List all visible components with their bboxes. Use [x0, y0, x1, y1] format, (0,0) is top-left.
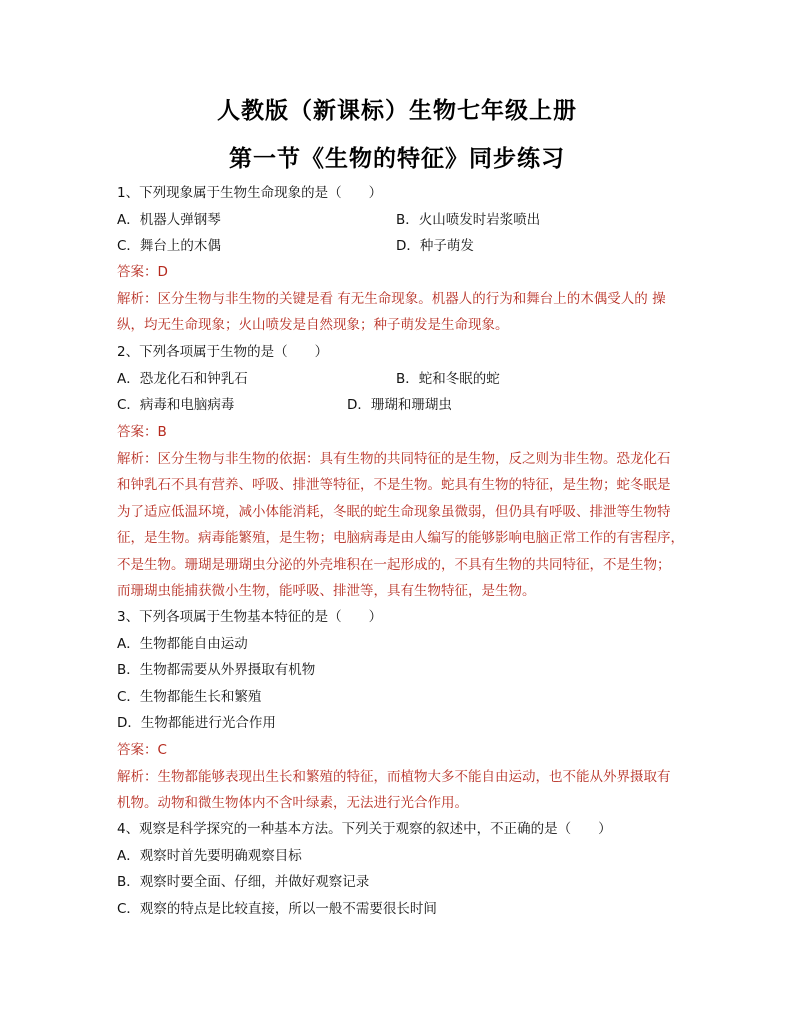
q1-analysis-line-1: 解析：区分生物与非生物的关键是看 有无生命现象。机器人的行为和舞台上的木偶受人的 操 [117, 291, 666, 307]
q1-option-d: D．种子萌发 [396, 238, 474, 254]
document-title: 人教版（新课标）生物七年级上册 [217, 97, 577, 124]
q1-options-row-1 [117, 211, 677, 229]
q2-analysis-line-6: 而珊瑚虫能捕获微小生物，能呼吸、排泄等，具有生物特征，是生物。 [117, 583, 536, 599]
q2-analysis-line-3: 为了适应低温环境，减小体能消耗，冬眠的蛇生命现象虽微弱，但仍具有呼吸、排泄等生物特 [117, 504, 671, 520]
q3-analysis-line-1: 解析：生物都能够表现出生长和繁殖的特征，而植物大多不能自由运动，也不能从外界摄取有 [117, 769, 671, 785]
q2-option-b: B．蛇和冬眠的蛇 [396, 371, 500, 387]
q1-option-b: B．火山喷发时岩浆喷出 [396, 212, 541, 228]
q3-option-d: D．生物都能进行光合作用 [117, 715, 276, 731]
q2-answer: 答案：B [117, 424, 167, 440]
q2-analysis-line-4: 征，是生物。病毒能繁殖，是生物；电脑病毒是由人编写的能够影响电脑正常工作的有害程序， [117, 530, 684, 546]
q3-stem: 3、下列各项属于生物基本特征的是（ ） [117, 609, 383, 625]
q2-option-a: A．恐龙化石和钟乳石 [117, 371, 248, 387]
q4-option-a: A．观察时首先要明确观察目标 [117, 848, 302, 864]
q4-option-c: C．观察的特点是比较直接，所以一般不需要很长时间 [117, 901, 437, 917]
q2-analysis-line-5: 不是生物。珊瑚是珊瑚虫分泌的外壳堆积在一起形成的，不具有生物的共同特征，不是生物； [117, 557, 671, 573]
q4-stem: 4、观察是科学探究的一种基本方法。下列关于观察的叙述中，不正确的是（ ） [117, 821, 612, 837]
document-subtitle: 第一节《生物的特征》同步练习 [229, 145, 565, 172]
q1-option-a: A．机器人弹钢琴 [117, 212, 221, 228]
q1-answer: 答案：D [117, 264, 168, 280]
q1-option-c: C．舞台上的木偶 [117, 238, 221, 254]
q4-option-b: B．观察时要全面、仔细，并做好观察记录 [117, 874, 370, 890]
q2-analysis-line-2: 和钟乳石不具有营养、呼吸、排泄等特征，不是生物。蛇具有生物的特征，是生物；蛇冬眠是 [117, 477, 671, 493]
q2-option-c: C．病毒和电脑病毒 [117, 397, 235, 413]
q3-option-c: C．生物都能生长和繁殖 [117, 689, 262, 705]
q2-stem: 2、下列各项属于生物的是（ ） [117, 344, 329, 360]
q2-option-d: D．珊瑚和珊瑚虫 [347, 397, 452, 413]
q1-options-row-2 [117, 237, 677, 255]
q2-analysis-line-1: 解析：区分生物与非生物的依据：具有生物的共同特征的是生物，反之则为非生物。恐龙化石 [117, 451, 671, 467]
q3-answer: 答案：C [117, 742, 167, 758]
q2-options-row-1 [117, 370, 677, 388]
q2-options-row-2 [117, 396, 677, 414]
q3-analysis-line-2: 机物。动物和微生物体内不含叶绿素，无法进行光合作用。 [117, 795, 468, 811]
q3-option-b: B．生物都需要从外界摄取有机物 [117, 662, 316, 678]
q1-analysis-line-2: 纵，均无生命现象；火山喷发是自然现象；种子萌发是生命现象。 [117, 317, 509, 333]
q1-stem: 1、下列现象属于生物生命现象的是（ ） [117, 185, 383, 201]
q3-option-a: A．生物都能自由运动 [117, 636, 248, 652]
